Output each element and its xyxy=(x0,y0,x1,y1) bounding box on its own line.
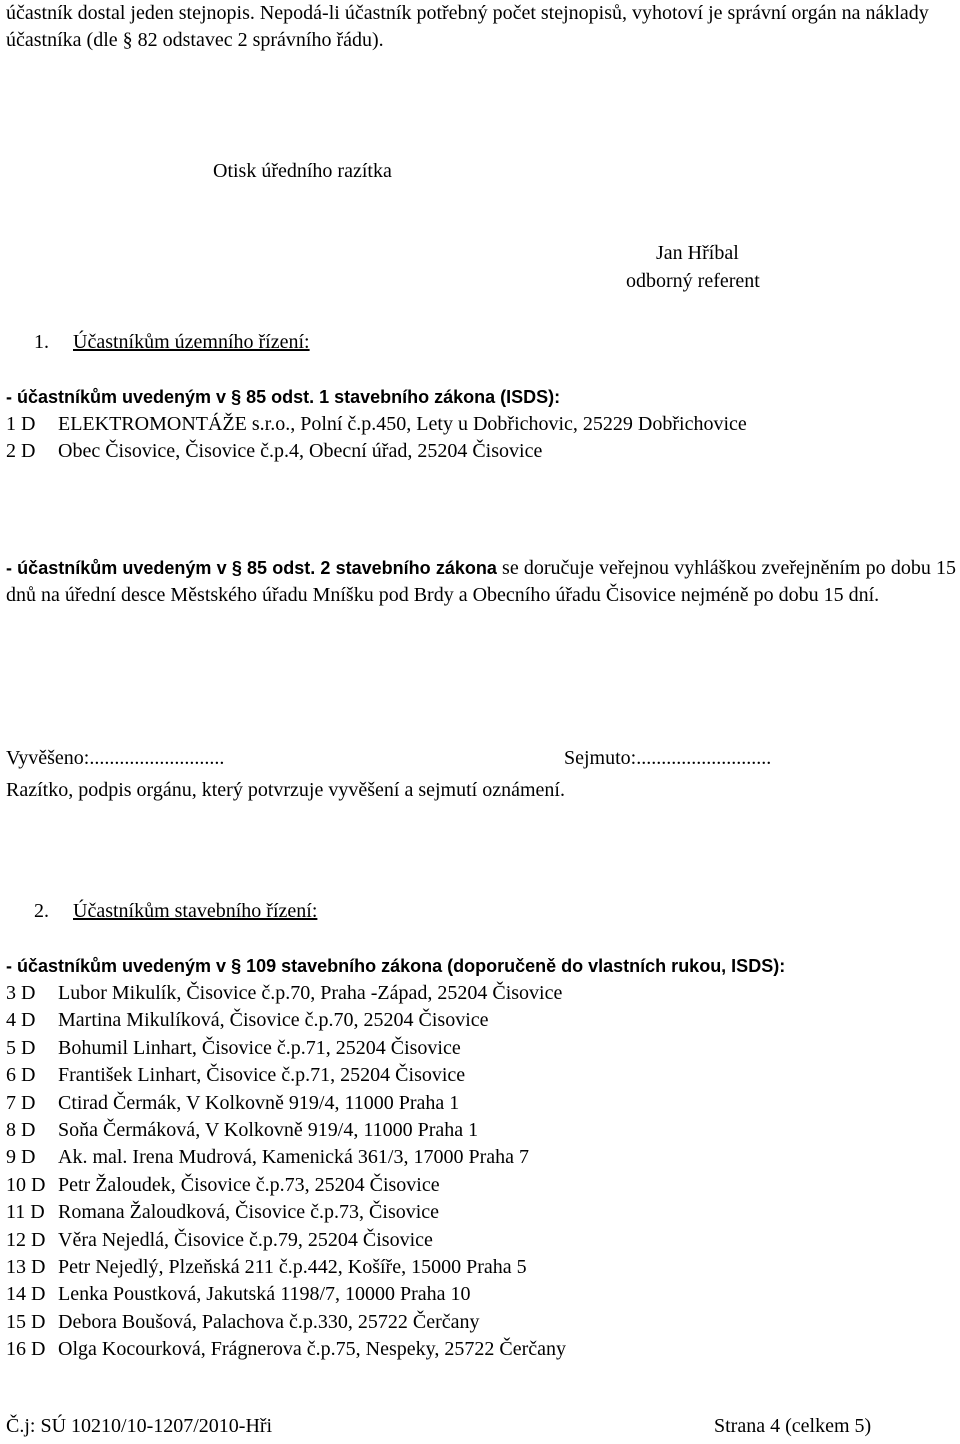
entry-text: Ak. mal. Irena Mudrová, Kamenická 361/3, 17000 Praha 7 xyxy=(58,1146,529,1169)
list-item xyxy=(6,1172,936,1199)
entry-text: Obec Čisovice, Čisovice č.p.4, Obecní úřad, 25204 Čisovice xyxy=(58,440,543,463)
list-item xyxy=(6,1062,936,1089)
section1-subheading: - účastníkům uvedeným v § 85 odst. 1 stavebního zákona (ISDS): xyxy=(6,387,561,407)
list-item xyxy=(6,1199,936,1226)
section1-public-notice xyxy=(6,555,956,609)
list-item xyxy=(6,980,936,1007)
entry-text: Ctirad Čermák, V Kolkovně 919/4, 11000 Praha 1 xyxy=(58,1091,460,1114)
list-item xyxy=(6,1007,936,1034)
entry-text: Debora Boušová, Palachova č.p.330, 25722 Čerčany xyxy=(58,1310,480,1333)
entry-code: 3 D xyxy=(6,982,36,1004)
list-item xyxy=(6,438,936,465)
removed-field: Sejmuto:........................... xyxy=(564,747,772,769)
entry-text: Soňa Čermáková, V Kolkovně 919/4, 11000 Praha 1 xyxy=(58,1119,479,1141)
entry-code: 8 D xyxy=(6,1119,36,1141)
list-item xyxy=(6,1254,936,1281)
stamp-placeholder: Otisk úředního razítka xyxy=(213,160,392,182)
section2-number: 2. xyxy=(34,900,49,922)
entry-code: 5 D xyxy=(6,1036,36,1059)
posting-note: Razítko, podpis orgánu, který potvrzuje vyvěšení a sejmutí oznámení. xyxy=(6,779,565,801)
entry-code: 1 D xyxy=(6,413,36,435)
entry-text: Martina Mikulíková, Čisovice č.p.70, 25204 Čisovice xyxy=(58,1009,489,1032)
page-number: Strana 4 (celkem 5) xyxy=(714,1415,872,1437)
entry-text: Petr Nejedlý, Plzeňská 211 č.p.442, Košíře, 15000 Praha 5 xyxy=(58,1256,527,1278)
entry-code: 4 D xyxy=(6,1009,36,1032)
section1-number: 1. xyxy=(34,331,49,353)
list-item xyxy=(6,1227,936,1254)
signature-name: Jan Hříbal xyxy=(656,242,739,264)
list-item xyxy=(6,1281,936,1308)
list-item xyxy=(6,1035,936,1062)
entry-text: Lubor Mikulík, Čisovice č.p.70, Praha -Západ, 25204 Čisovice xyxy=(58,982,563,1004)
section1-heading: Účastníkům územního řízení: xyxy=(73,331,310,353)
entry-code: 16 D xyxy=(6,1338,46,1361)
entry-code: 2 D xyxy=(6,440,36,463)
entry-text: Petr Žaloudek, Čisovice č.p.73, 25204 Čisovice xyxy=(58,1173,440,1196)
public-notice-text: se doručuje veřejnou vyhláškou zveřejněním po dobu 15 dnů na úřední desce Městského úřadu Mníšku pod Brdy a Obecního úřadu Čisovice nejméně po dobu 15 dní. xyxy=(6,557,956,606)
entry-code: 14 D xyxy=(6,1283,46,1306)
section2-subheading: - účastníkům uvedeným v § 109 stavebního zákona (doporučeně do vlastních rukou, ISDS): xyxy=(6,956,786,976)
entry-code: 10 D xyxy=(6,1173,46,1196)
list-item xyxy=(6,1090,936,1117)
list-item xyxy=(6,1144,936,1171)
entry-code: 12 D xyxy=(6,1228,46,1251)
list-item xyxy=(6,1117,936,1144)
entry-text: František Linhart, Čisovice č.p.71, 25204 Čisovice xyxy=(58,1064,466,1087)
list-item xyxy=(6,411,936,438)
entry-text: Romana Žaloudková, Čisovice č.p.73, Čisovice xyxy=(58,1201,440,1224)
public-notice-lead: - účastníkům uvedeným v § 85 odst. 2 stavebního zákona xyxy=(6,558,497,578)
entry-code: 7 D xyxy=(6,1091,36,1114)
list-item xyxy=(6,1336,936,1363)
entry-code: 15 D xyxy=(6,1310,46,1333)
list-item xyxy=(6,1309,936,1336)
entry-code: 6 D xyxy=(6,1064,36,1087)
entry-code: 9 D xyxy=(6,1146,36,1169)
section2-heading: Účastníkům stavebního řízení: xyxy=(73,900,318,922)
intro-paragraph: účastník dostal jeden stejnopis. Nepodá-li účastník potřebný počet stejnopisů, vyhotoví je správní orgán na náklady účastníka (dle § 82 odstavec 2 správního řádu). xyxy=(6,2,929,51)
entry-text: ELEKTROMONTÁŽE s.r.o., Polní č.p.450, Lety u Dobřichovic, 25229 Dobřichovice xyxy=(58,413,747,435)
signature-title: odborný referent xyxy=(626,270,760,292)
entry-text: Věra Nejedlá, Čisovice č.p.79, 25204 Čisovice xyxy=(58,1228,433,1251)
entry-text: Lenka Poustková, Jakutská 1198/7, 10000 Praha 10 xyxy=(58,1283,471,1306)
entry-text: Olga Kocourková, Frágnerova č.p.75, Nespeky, 25722 Čerčany xyxy=(58,1338,566,1361)
posted-field: Vyvěšeno:........................... xyxy=(6,747,225,769)
entry-text: Bohumil Linhart, Čisovice č.p.71, 25204 Čisovice xyxy=(58,1036,461,1059)
entry-code: 11 D xyxy=(6,1201,45,1224)
document-reference: Č.j: SÚ 10210/10-1207/2010-Hři xyxy=(6,1415,273,1437)
entry-code: 13 D xyxy=(6,1256,46,1278)
